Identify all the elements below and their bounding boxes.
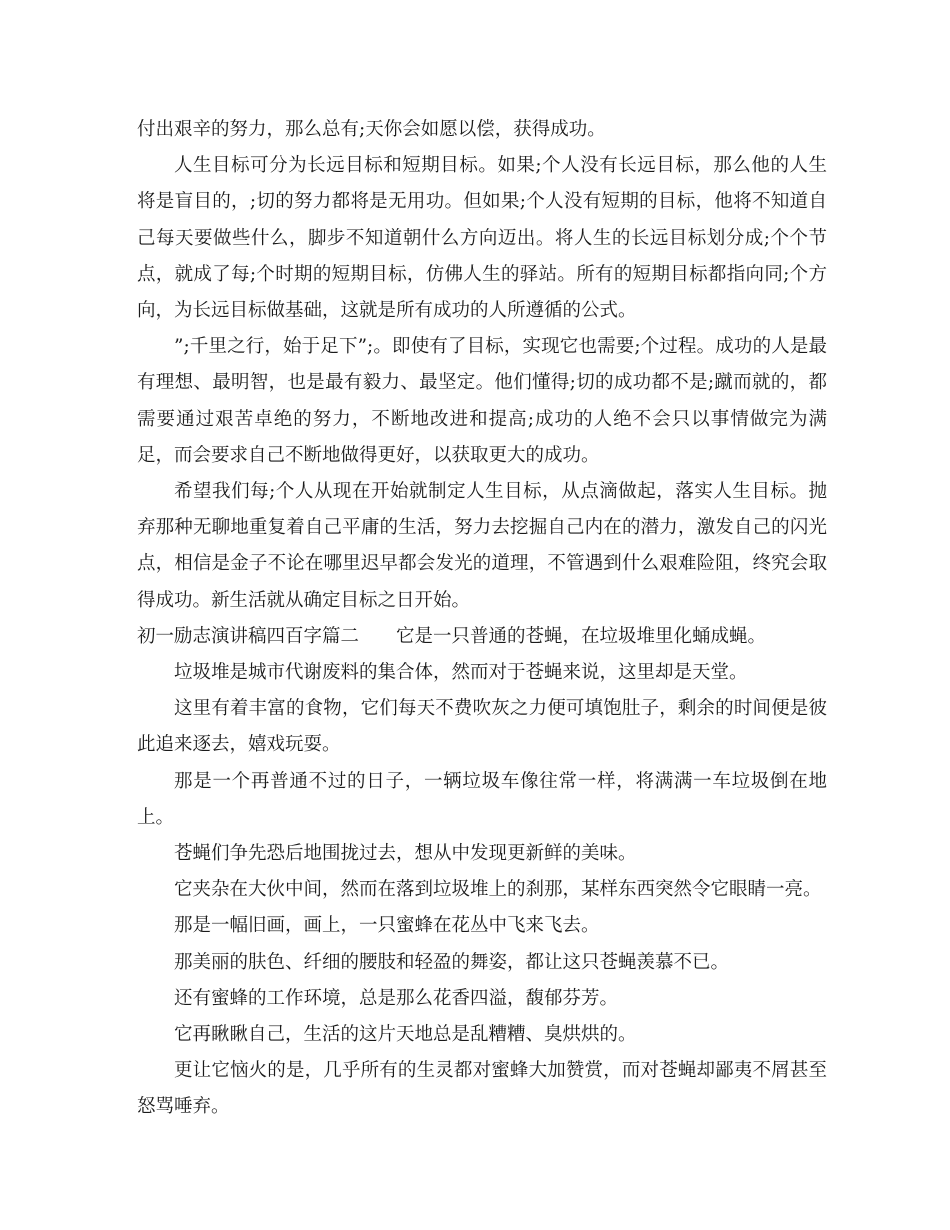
story-paragraph-4: 苍蝇们争先恐后地围拢过去，想从中发现更新鲜的美味。 xyxy=(174,843,637,865)
story-paragraph-2: 这里有着丰富的食物，它们每天不费吹灰之力便可填饱肚子，剩余的时间便是彼此追来逐去，嬉戏玩耍。 xyxy=(137,698,827,756)
document-body xyxy=(137,112,827,1126)
story-paragraph-8: 还有蜜蜂的工作环境，总是那么花香四溢，馥郁芬芳。 xyxy=(174,987,619,1009)
paragraph-1: 付出艰辛的努力，那么总有;天你会如愿以偿，获得成功。 xyxy=(137,119,606,140)
section-heading: 初一励志演讲稿四百字篇二 xyxy=(137,625,360,647)
paragraph-4: 希望我们每;个人从现在开始就制定人生目标，从点滴做起，落实人生目标。抛弃那种无聊地重复着自己平庸的生活，努力去挖掘自己内在的潜力，激发自己的闪光点，相信是金子不论在哪里迟早都会发光的道理，不管遇到什么艰难险阻，终究会取得成功。新生活就从确定目标之日开始。 xyxy=(137,481,827,611)
section-first-line: 它是一只普通的苍蝇，在垃圾堆里化蛹成蝇。 xyxy=(396,625,767,647)
story-paragraph-10: 更让它恼火的是，几乎所有的生灵都对蜜蜂大加赞赏，而对苍蝇却鄙夷不屑甚至怒骂唾弃。 xyxy=(137,1060,827,1118)
story-paragraph-6: 那是一幅旧画，画上，一只蜜蜂在花丛中飞来飞去。 xyxy=(174,915,600,937)
paragraph-3: ”;千里之行，始于足下”;。即使有了目标，实现它也需要;个过程。成功的人是最有理想、最明智，也是最有毅力、最坚定。他们懂得;切的成功都不是;蹴而就的，都需要通过艰苦卓绝的努力，不断地改进和提高;成功的人绝不会只以事情做完为满足，而会要求自己不断地做得更好，以获取更大的成功。 xyxy=(137,336,827,466)
story-paragraph-1: 垃圾堆是城市代谢废料的集合体，然而对于苍蝇来说，这里却是天堂。 xyxy=(174,662,748,684)
story-paragraph-3: 那是一个再普通不过的日子，一辆垃圾车像往常一样，将满满一车垃圾倒在地上。 xyxy=(137,770,827,828)
paragraph-2: 人生目标可分为长远目标和短期目标。如果;个人没有长远目标，那么他的人生将是盲目的，;切的努力都将是无用功。但如果;个人没有短期的目标，他将不知道自己每天要做些什么，脚步不知道朝什么方向迈出。将人生的长远目标划分成;个个节点，就成了每;个时期的短期目标，仿佛人生的驿站。所有的短期目标都指向同;个方向，为长远目标做基础，这就是所有成功的人所遵循的公式。 xyxy=(137,155,827,322)
story-paragraph-5: 它夹杂在大伙中间，然而在落到垃圾堆上的刹那，某样东西突然令它眼睛一亮。 xyxy=(174,879,822,901)
story-paragraph-9: 它再瞅瞅自己，生活的这片天地总是乱糟糟、臭烘烘的。 xyxy=(174,1024,637,1046)
section-heading-line xyxy=(137,619,827,655)
story-paragraph-7: 那美丽的肤色、纤细的腰肢和轻盈的舞姿，都让这只苍蝇羡慕不已。 xyxy=(174,951,730,973)
